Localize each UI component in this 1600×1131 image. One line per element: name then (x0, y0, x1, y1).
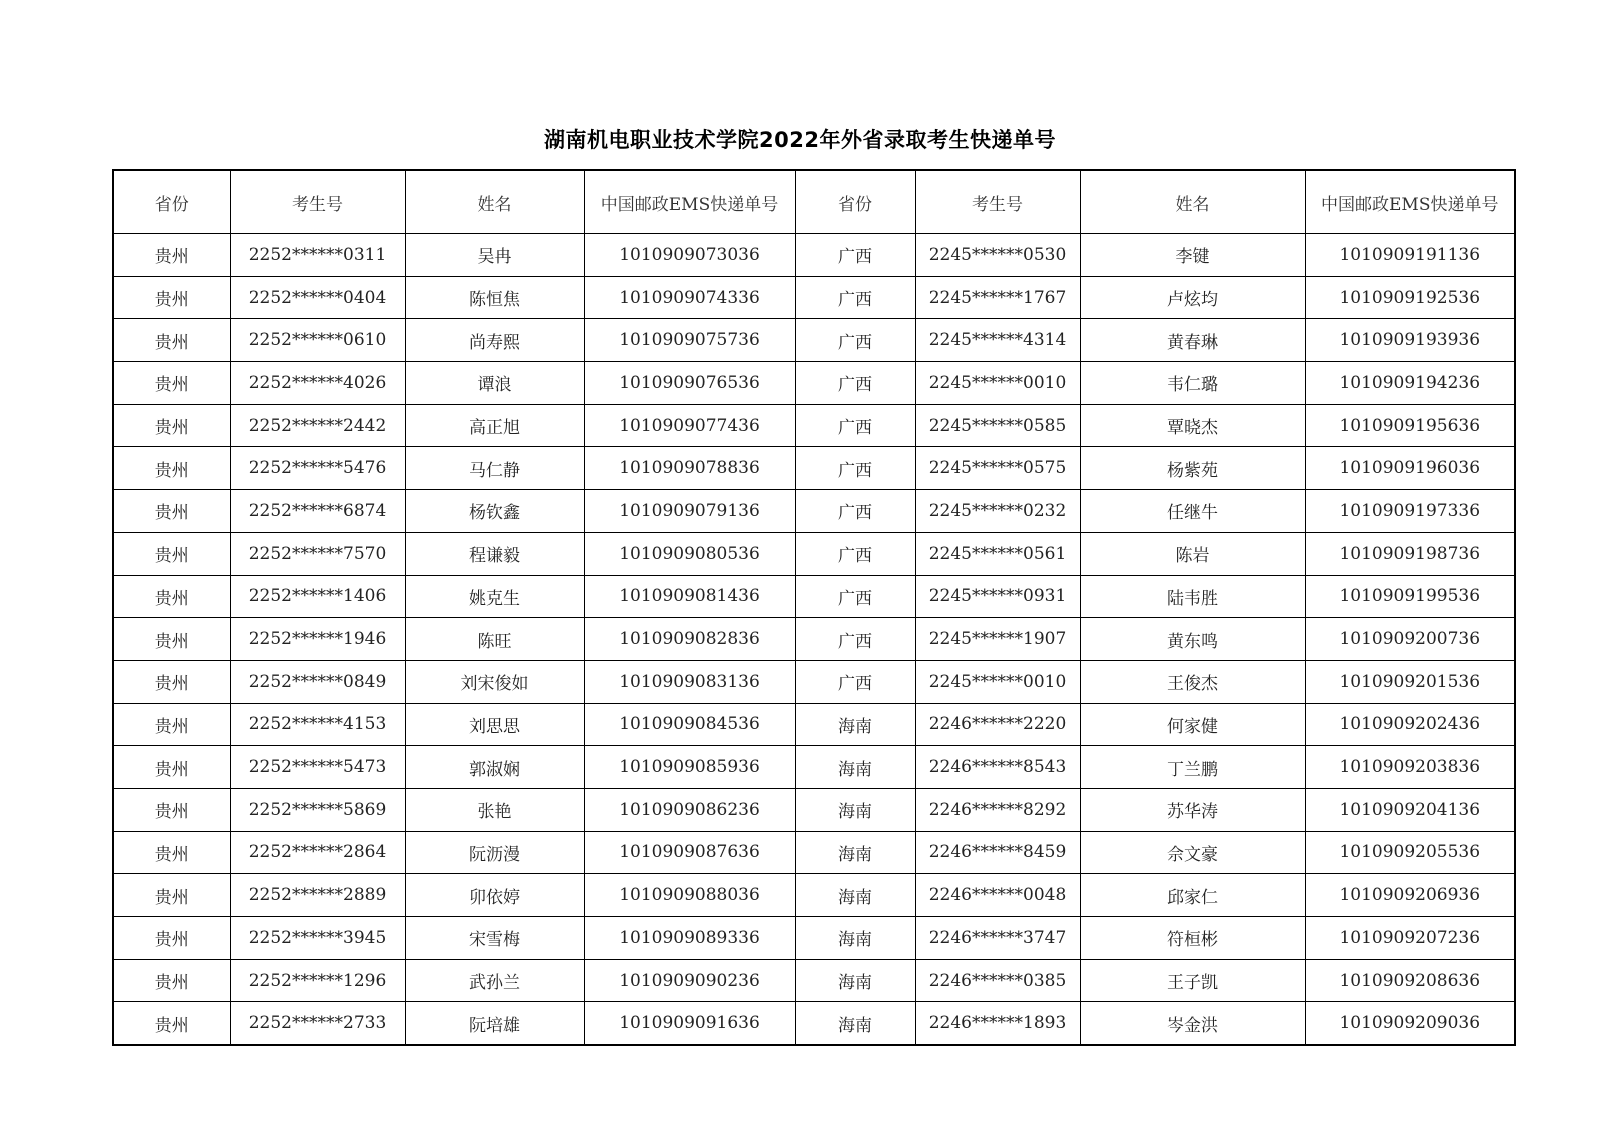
ems-tracking-cell: 1010909077436 (584, 404, 795, 447)
province-cell: 海南 (795, 917, 915, 960)
exam-number-cell: 2246******3747 (915, 917, 1080, 960)
table-row (113, 575, 1515, 618)
exam-number-cell: 2245******0530 (915, 234, 1080, 277)
province-cell: 贵州 (113, 660, 230, 703)
ems-tracking-cell: 1010909206936 (1305, 874, 1515, 917)
ems-tracking-cell: 1010909076536 (584, 362, 795, 405)
province-cell: 贵州 (113, 447, 230, 490)
ems-tracking-cell: 1010909087636 (584, 831, 795, 874)
name-cell: 卯依婷 (405, 874, 584, 917)
province-cell: 贵州 (113, 276, 230, 319)
province-cell: 贵州 (113, 404, 230, 447)
ems-tracking-cell: 1010909194236 (1305, 362, 1515, 405)
ems-tracking-cell: 1010909205536 (1305, 831, 1515, 874)
province-cell: 贵州 (113, 746, 230, 789)
ems-tracking-cell: 1010909091636 (584, 1002, 795, 1045)
province-cell: 广西 (795, 575, 915, 618)
name-cell: 邱家仁 (1080, 874, 1305, 917)
province-cell: 海南 (795, 831, 915, 874)
ems-tracking-cell: 1010909073036 (584, 234, 795, 277)
province-cell: 贵州 (113, 319, 230, 362)
ems-tracking-cell: 1010909200736 (1305, 618, 1515, 661)
table-row (113, 404, 1515, 447)
exam-number-cell: 2245******0010 (915, 660, 1080, 703)
ems-tracking-cell: 1010909191136 (1305, 234, 1515, 277)
table-row (113, 490, 1515, 533)
exam-number-cell: 2246******2220 (915, 703, 1080, 746)
province-cell: 海南 (795, 788, 915, 831)
exam-number-cell: 2252******0311 (230, 234, 405, 277)
table-row (113, 703, 1515, 746)
province-cell: 贵州 (113, 788, 230, 831)
ems-tracking-cell: 1010909079136 (584, 490, 795, 533)
table-row (113, 532, 1515, 575)
province-cell: 广西 (795, 618, 915, 661)
table-row (113, 917, 1515, 960)
table-row (113, 276, 1515, 319)
exam-number-cell: 2252******2442 (230, 404, 405, 447)
name-cell: 佘文豪 (1080, 831, 1305, 874)
exam-number-cell: 2245******0931 (915, 575, 1080, 618)
name-cell: 刘宋俊如 (405, 660, 584, 703)
exam-number-cell: 2245******0575 (915, 447, 1080, 490)
province-cell: 广西 (795, 447, 915, 490)
name-cell: 阮沥漫 (405, 831, 584, 874)
province-cell: 广西 (795, 404, 915, 447)
ems-tracking-cell: 1010909082836 (584, 618, 795, 661)
province-cell: 广西 (795, 532, 915, 575)
name-cell: 丁兰鹏 (1080, 746, 1305, 789)
exam-number-cell: 2252******2864 (230, 831, 405, 874)
ems-tracking-cell: 1010909086236 (584, 788, 795, 831)
province-cell: 贵州 (113, 532, 230, 575)
name-cell: 吴冉 (405, 234, 584, 277)
exam-number-cell: 2246******0385 (915, 959, 1080, 1002)
exam-number-cell: 2245******1767 (915, 276, 1080, 319)
province-cell: 广西 (795, 276, 915, 319)
ems-tracking-cell: 1010909090236 (584, 959, 795, 1002)
header-exam-number: 考生号 (915, 170, 1080, 234)
name-cell: 陈恒焦 (405, 276, 584, 319)
table-row (113, 618, 1515, 661)
ems-tracking-cell: 1010909207236 (1305, 917, 1515, 960)
ems-tracking-cell: 1010909199536 (1305, 575, 1515, 618)
ems-tracking-cell: 1010909088036 (584, 874, 795, 917)
header-province: 省份 (113, 170, 230, 234)
ems-tracking-cell: 1010909081436 (584, 575, 795, 618)
province-cell: 海南 (795, 959, 915, 1002)
exam-number-cell: 2246******0048 (915, 874, 1080, 917)
exam-number-cell: 2245******0010 (915, 362, 1080, 405)
table-row (113, 874, 1515, 917)
name-cell: 何家健 (1080, 703, 1305, 746)
ems-tracking-cell: 1010909202436 (1305, 703, 1515, 746)
ems-tracking-cell: 1010909074336 (584, 276, 795, 319)
exam-number-cell: 2252******4026 (230, 362, 405, 405)
header-name: 姓名 (405, 170, 584, 234)
table-row (113, 1002, 1515, 1045)
name-cell: 阮培雄 (405, 1002, 584, 1045)
province-cell: 海南 (795, 874, 915, 917)
name-cell: 王俊杰 (1080, 660, 1305, 703)
province-cell: 海南 (795, 1002, 915, 1045)
ems-tracking-cell: 1010909089336 (584, 917, 795, 960)
ems-tracking-cell: 1010909197336 (1305, 490, 1515, 533)
table-row (113, 959, 1515, 1002)
name-cell: 陆韦胜 (1080, 575, 1305, 618)
name-cell: 高正旭 (405, 404, 584, 447)
ems-tracking-cell: 1010909198736 (1305, 532, 1515, 575)
name-cell: 刘思思 (405, 703, 584, 746)
name-cell: 姚克生 (405, 575, 584, 618)
exam-number-cell: 2246******8459 (915, 831, 1080, 874)
province-cell: 海南 (795, 703, 915, 746)
name-cell: 陈旺 (405, 618, 584, 661)
province-cell: 广西 (795, 234, 915, 277)
ems-tracking-cell: 1010909078836 (584, 447, 795, 490)
name-cell: 岑金洪 (1080, 1002, 1305, 1045)
header-ems-tracking-number: 中国邮政EMS快递单号 (1305, 170, 1515, 234)
exam-number-cell: 2252******1946 (230, 618, 405, 661)
exam-number-cell: 2252******4153 (230, 703, 405, 746)
name-cell: 张艳 (405, 788, 584, 831)
document-title: 湖南机电职业技术学院2022年外省录取考生快递单号 (544, 128, 1056, 152)
ems-tracking-cell: 1010909204136 (1305, 788, 1515, 831)
province-cell: 贵州 (113, 575, 230, 618)
name-cell: 谭浪 (405, 362, 584, 405)
exam-number-cell: 2245******0585 (915, 404, 1080, 447)
name-cell: 宋雪梅 (405, 917, 584, 960)
name-cell: 黄东鸣 (1080, 618, 1305, 661)
exam-number-cell: 2245******0232 (915, 490, 1080, 533)
name-cell: 李键 (1080, 234, 1305, 277)
table-row (113, 447, 1515, 490)
ems-tracking-cell: 1010909075736 (584, 319, 795, 362)
ems-tracking-cell: 1010909192536 (1305, 276, 1515, 319)
express-tracking-table (112, 169, 1516, 1046)
exam-number-cell: 2252******1406 (230, 575, 405, 618)
exam-number-cell: 2252******5476 (230, 447, 405, 490)
name-cell: 杨钦鑫 (405, 490, 584, 533)
ems-tracking-cell: 1010909084536 (584, 703, 795, 746)
province-cell: 贵州 (113, 234, 230, 277)
ems-tracking-cell: 1010909195636 (1305, 404, 1515, 447)
exam-number-cell: 2252******1296 (230, 959, 405, 1002)
province-cell: 贵州 (113, 831, 230, 874)
name-cell: 符桓彬 (1080, 917, 1305, 960)
province-cell: 贵州 (113, 618, 230, 661)
name-cell: 陈岩 (1080, 532, 1305, 575)
table-row (113, 319, 1515, 362)
ems-tracking-cell: 1010909201536 (1305, 660, 1515, 703)
exam-number-cell: 2252******5869 (230, 788, 405, 831)
table-row (113, 362, 1515, 405)
exam-number-cell: 2246******8543 (915, 746, 1080, 789)
province-cell: 广西 (795, 319, 915, 362)
province-cell: 贵州 (113, 959, 230, 1002)
name-cell: 杨紫苑 (1080, 447, 1305, 490)
exam-number-cell: 2252******2733 (230, 1002, 405, 1045)
exam-number-cell: 2246******8292 (915, 788, 1080, 831)
province-cell: 贵州 (113, 874, 230, 917)
name-cell: 任继牛 (1080, 490, 1305, 533)
table-body (113, 234, 1515, 1046)
exam-number-cell: 2252******3945 (230, 917, 405, 960)
ems-tracking-cell: 1010909209036 (1305, 1002, 1515, 1045)
ems-tracking-cell: 1010909080536 (584, 532, 795, 575)
exam-number-cell: 2252******6874 (230, 490, 405, 533)
header-ems-tracking-number: 中国邮政EMS快递单号 (584, 170, 795, 234)
exam-number-cell: 2245******0561 (915, 532, 1080, 575)
province-cell: 广西 (795, 490, 915, 533)
exam-number-cell: 2245******4314 (915, 319, 1080, 362)
name-cell: 郭淑娴 (405, 746, 584, 789)
name-cell: 武孙兰 (405, 959, 584, 1002)
table-row (113, 234, 1515, 277)
exam-number-cell: 2245******1907 (915, 618, 1080, 661)
province-cell: 广西 (795, 660, 915, 703)
province-cell: 海南 (795, 746, 915, 789)
ems-tracking-cell: 1010909083136 (584, 660, 795, 703)
name-cell: 王子凯 (1080, 959, 1305, 1002)
exam-number-cell: 2252******0610 (230, 319, 405, 362)
header-province: 省份 (795, 170, 915, 234)
ems-tracking-cell: 1010909085936 (584, 746, 795, 789)
name-cell: 马仁静 (405, 447, 584, 490)
province-cell: 贵州 (113, 362, 230, 405)
table-header-row (113, 170, 1515, 234)
table-row (113, 788, 1515, 831)
exam-number-cell: 2252******0849 (230, 660, 405, 703)
name-cell: 韦仁璐 (1080, 362, 1305, 405)
table-row (113, 660, 1515, 703)
table-row (113, 746, 1515, 789)
ems-tracking-cell: 1010909193936 (1305, 319, 1515, 362)
province-cell: 贵州 (113, 917, 230, 960)
name-cell: 尚寿熙 (405, 319, 584, 362)
name-cell: 黄春琳 (1080, 319, 1305, 362)
name-cell: 覃晓杰 (1080, 404, 1305, 447)
name-cell: 卢炫均 (1080, 276, 1305, 319)
exam-number-cell: 2246******1893 (915, 1002, 1080, 1045)
province-cell: 广西 (795, 362, 915, 405)
province-cell: 贵州 (113, 1002, 230, 1045)
ems-tracking-cell: 1010909208636 (1305, 959, 1515, 1002)
name-cell: 程谦毅 (405, 532, 584, 575)
exam-number-cell: 2252******7570 (230, 532, 405, 575)
table-row (113, 831, 1515, 874)
province-cell: 贵州 (113, 490, 230, 533)
name-cell: 苏华涛 (1080, 788, 1305, 831)
ems-tracking-cell: 1010909196036 (1305, 447, 1515, 490)
province-cell: 贵州 (113, 703, 230, 746)
header-exam-number: 考生号 (230, 170, 405, 234)
header-name: 姓名 (1080, 170, 1305, 234)
exam-number-cell: 2252******2889 (230, 874, 405, 917)
exam-number-cell: 2252******5473 (230, 746, 405, 789)
ems-tracking-cell: 1010909203836 (1305, 746, 1515, 789)
exam-number-cell: 2252******0404 (230, 276, 405, 319)
